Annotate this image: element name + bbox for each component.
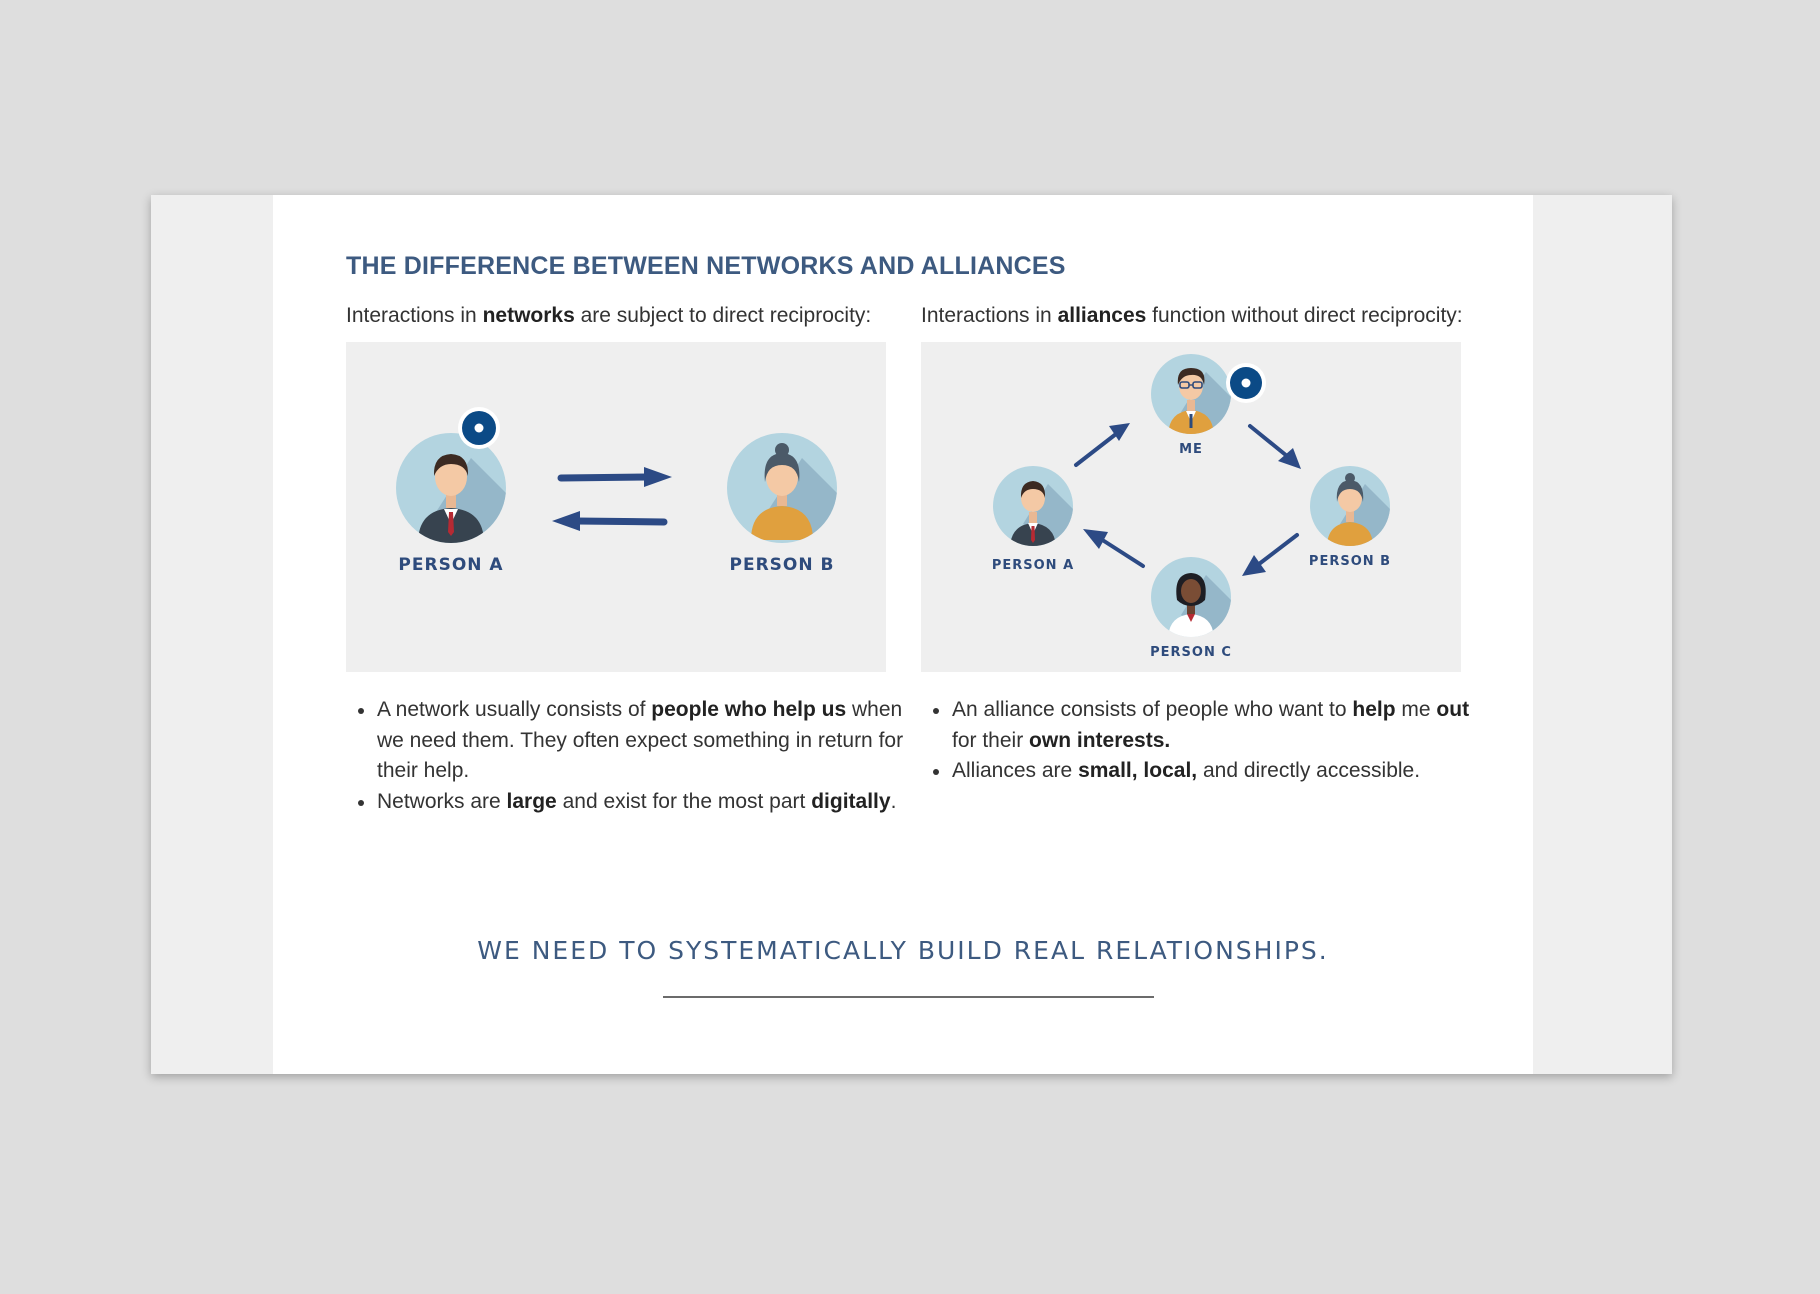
networks-intro: Interactions in networks are subject to direct reciprocity: xyxy=(346,304,872,327)
me-avatar xyxy=(1151,354,1241,437)
person-b-label: PERSON B xyxy=(729,555,835,575)
person-b-avatar xyxy=(727,433,852,548)
person-c-avatar xyxy=(1151,557,1241,640)
networks-diagram xyxy=(346,342,886,672)
list-item: An alliance consists of people who want to help me out for their own interests. xyxy=(952,695,1492,756)
section-title: THE DIFFERENCE BETWEEN NETWORKS AND ALLIANCES xyxy=(346,252,1066,280)
tagline: WE NEED TO SYSTEMATICALLY BUILD REAL RELATIONSHIPS. xyxy=(477,936,1329,965)
person-a-avatar xyxy=(993,466,1083,549)
alliances-intro: Interactions in alliances function without direct reciprocity: xyxy=(921,304,1463,327)
list-item: A network usually consists of people who help us when we need them. They often expect something in return for their help. xyxy=(377,695,917,787)
list-item: Alliances are small, local, and directly accessible. xyxy=(952,756,1492,787)
alliances-column xyxy=(921,303,1470,782)
slide-content xyxy=(273,195,1533,1074)
networks-column xyxy=(346,303,904,813)
person-a-avatar xyxy=(396,433,521,548)
badge-icon xyxy=(1226,363,1266,403)
person-b-label: PERSON B xyxy=(1308,554,1392,569)
arrow-me-to-b-icon xyxy=(1250,426,1301,469)
person-a-label: PERSON A xyxy=(398,555,504,575)
alliances-bullets xyxy=(921,695,1492,787)
arrow-c-to-a-icon xyxy=(1083,529,1143,566)
person-c-label: PERSON C xyxy=(1150,645,1232,660)
slide xyxy=(151,195,1672,1074)
alliances-diagram xyxy=(921,342,1461,672)
arrow-a-to-me-icon xyxy=(1076,423,1130,465)
arrow-left-icon xyxy=(552,511,664,531)
tagline-divider xyxy=(663,996,1154,998)
me-label: ME xyxy=(1179,442,1203,457)
arrow-b-to-c-icon xyxy=(1242,535,1297,576)
person-b-avatar xyxy=(1310,466,1400,549)
list-item: Networks are large and exist for the most part digitally. xyxy=(377,787,917,818)
person-a-label: PERSON A xyxy=(991,558,1075,573)
arrow-right-icon xyxy=(561,467,672,487)
networks-bullets xyxy=(346,695,917,817)
badge-icon xyxy=(458,407,500,449)
